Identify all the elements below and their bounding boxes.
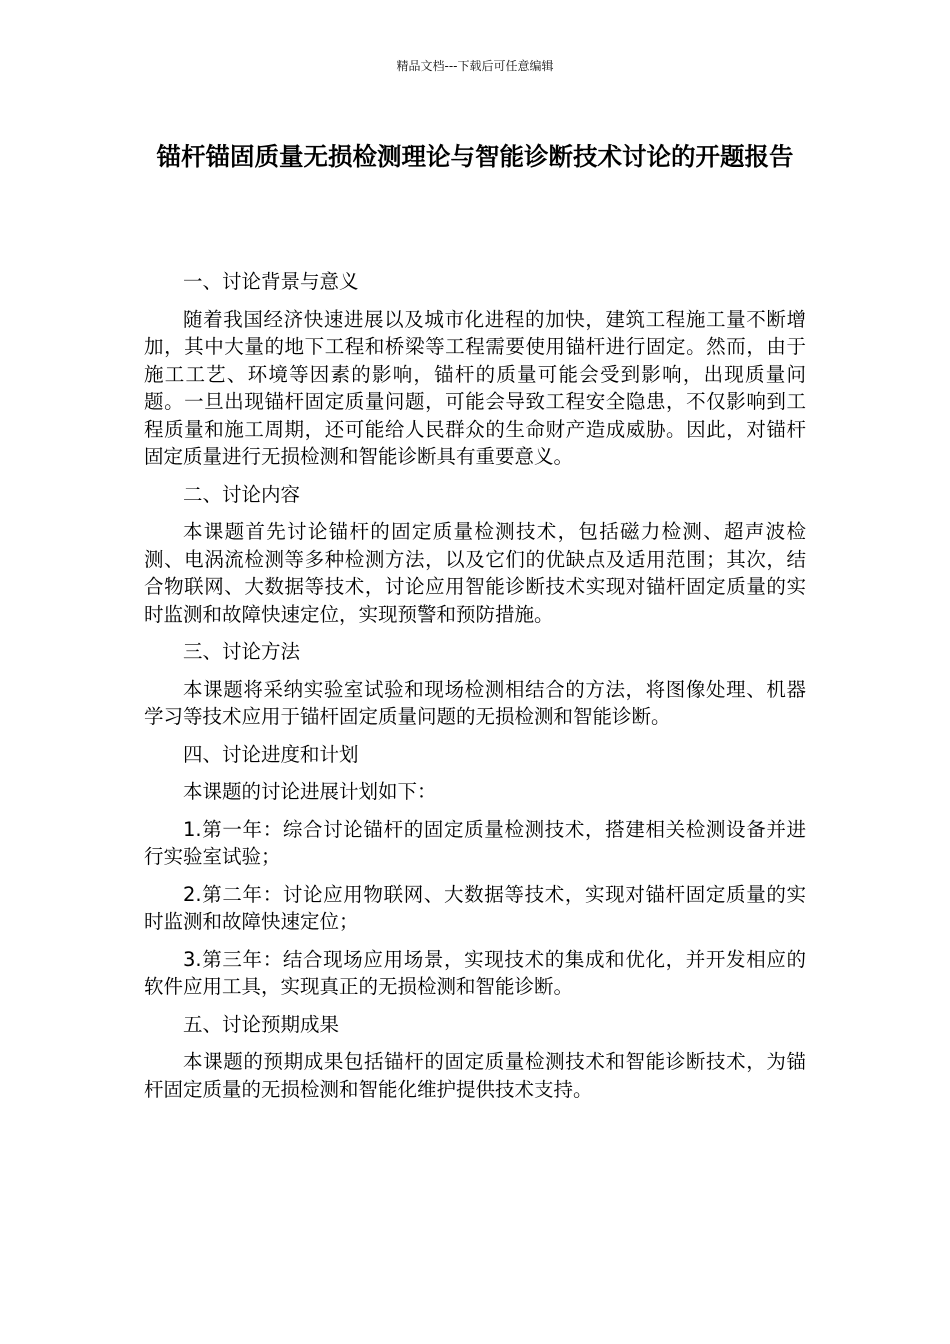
paragraph-schedule-intro: 本课题的讨论进展计划如下：	[183, 780, 437, 803]
section-heading-background: 一、讨论背景与意义	[183, 270, 359, 293]
section-heading-outcomes: 五、讨论预期成果	[183, 1012, 340, 1036]
document-title: 锚杆锚固质量无损检测理论与智能诊断技术讨论的开题报告	[156, 142, 794, 171]
paragraph-outcomes: 本课题的预期成果包括锚杆的固定质量检测技术和智能诊断技术，为锚杆固定质量的无损检测和智能化维护提供技术支持。	[144, 1050, 806, 1101]
schedule-item-year-3: 3.第三年：结合现场应用场景，实现技术的集成和优化，并开发相应的软件应用工具，实现真正的无损检测和智能诊断。	[144, 947, 806, 998]
section-heading-content: 二、讨论内容	[183, 482, 301, 506]
section-heading-method: 三、讨论方法	[183, 640, 301, 663]
schedule-item-year-2: 2.第二年：讨论应用物联网、大数据等技术，实现对锚杆固定质量的实时监测和故障快速定位；	[144, 882, 806, 933]
schedule-item-year-1: 1.第一年：综合讨论锚杆的固定质量检测技术，搭建相关检测设备并进行实验室试验；	[144, 817, 806, 868]
paragraph-background: 随着我国经济快速进展以及城市化进程的加快，建筑工程施工量不断增加，其中大量的地下工程和桥梁等工程需要使用锚杆进行固定。然而，由于施工工艺、环境等因素的影响，锚杆的质量可能会受到影响，出现质量问题。一旦出现锚杆固定质量问题，可能会导致工程安全隐患，不仅影响到工程质量和施工周期，还可能给人民群众的生命财产造成威胁。因此，对锚杆固定质量进行无损检测和智能诊断具有重要意义。	[144, 307, 806, 468]
paragraph-method: 本课题将采纳实验室试验和现场检测相结合的方法，将图像处理、机器学习等技术应用于锚杆固定质量问题的无损检测和智能诊断。	[144, 677, 806, 728]
paragraph-content: 本课题首先讨论锚杆的固定质量检测技术，包括磁力检测、超声波检测、电涡流检测等多种检测方法，以及它们的优缺点及适用范围；其次，结合物联网、大数据等技术，讨论应用智能诊断技术实现对锚杆固定质量的实时监测和故障快速定位，实现预警和预防措施。	[144, 520, 806, 626]
section-heading-schedule: 四、讨论进度和计划	[183, 742, 359, 766]
header-note: 精品文档---下载后可任意编辑	[396, 59, 554, 73]
document-body	[144, 268, 806, 1113]
